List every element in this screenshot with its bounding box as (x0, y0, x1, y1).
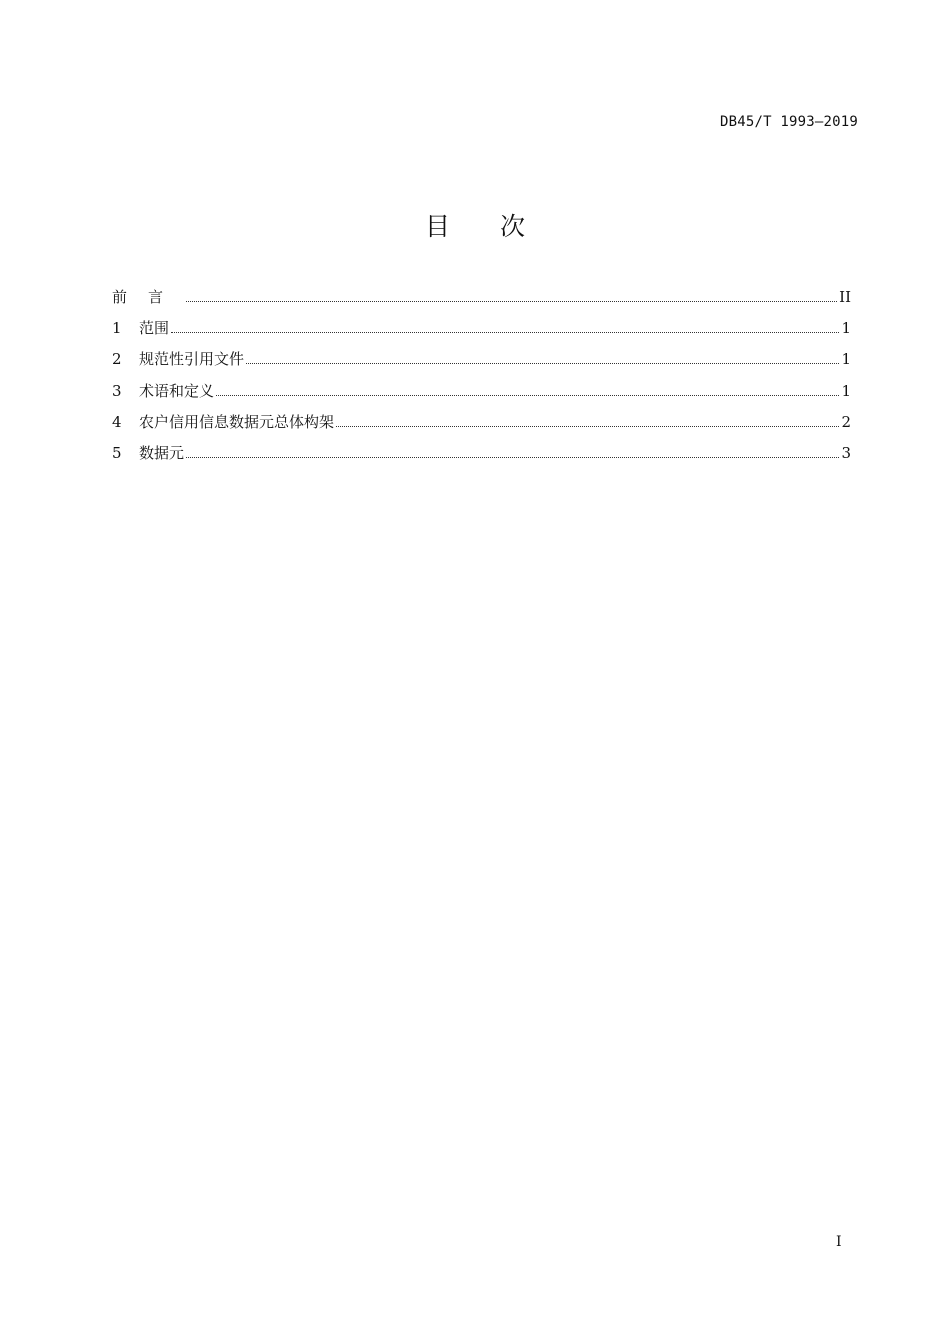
table-of-contents (112, 285, 851, 472)
toc-entry-number: 1 (112, 319, 122, 338)
toc-leader-dots (216, 394, 839, 396)
toc-title: 目次 (424, 212, 575, 241)
toc-entry-label: 术语和定义 (139, 381, 215, 400)
toc-leader-dots (186, 456, 839, 458)
toc-entry-data-elements[interactable] (112, 441, 851, 472)
toc-entry-scope[interactable] (112, 316, 851, 347)
toc-entry-page: II (839, 288, 851, 306)
toc-entry-page: 1 (841, 381, 851, 400)
standard-code: DB45/T 1993—2019 (719, 114, 858, 130)
toc-entry-number: 4 (112, 412, 122, 431)
toc-entry-page: 3 (841, 443, 851, 462)
toc-entry-page: 1 (841, 350, 851, 369)
toc-leader-dots (186, 300, 837, 302)
toc-entry-label: 范围 (139, 319, 170, 338)
toc-entry-page: 1 (841, 319, 851, 338)
toc-entry-foreword[interactable] (112, 285, 851, 316)
toc-leader-dots (246, 362, 839, 364)
toc-entry-label: 前言 (112, 288, 185, 306)
toc-entry-label: 数据元 (139, 443, 185, 462)
toc-entry-number: 5 (112, 443, 122, 462)
toc-entry-page: 2 (841, 412, 851, 431)
toc-entry-label: 规范性引用文件 (139, 350, 245, 369)
toc-entry-number: 2 (112, 350, 122, 369)
toc-entry-framework[interactable] (112, 410, 851, 441)
toc-entry-terms-definitions[interactable] (112, 379, 851, 410)
toc-entry-normative-references[interactable] (112, 347, 851, 378)
toc-leader-dots (171, 331, 839, 333)
toc-entry-label: 农户信用信息数据元总体构架 (139, 412, 335, 431)
footer-page-number: I (836, 1234, 842, 1250)
toc-entry-number: 3 (112, 381, 122, 400)
toc-leader-dots (336, 425, 839, 427)
